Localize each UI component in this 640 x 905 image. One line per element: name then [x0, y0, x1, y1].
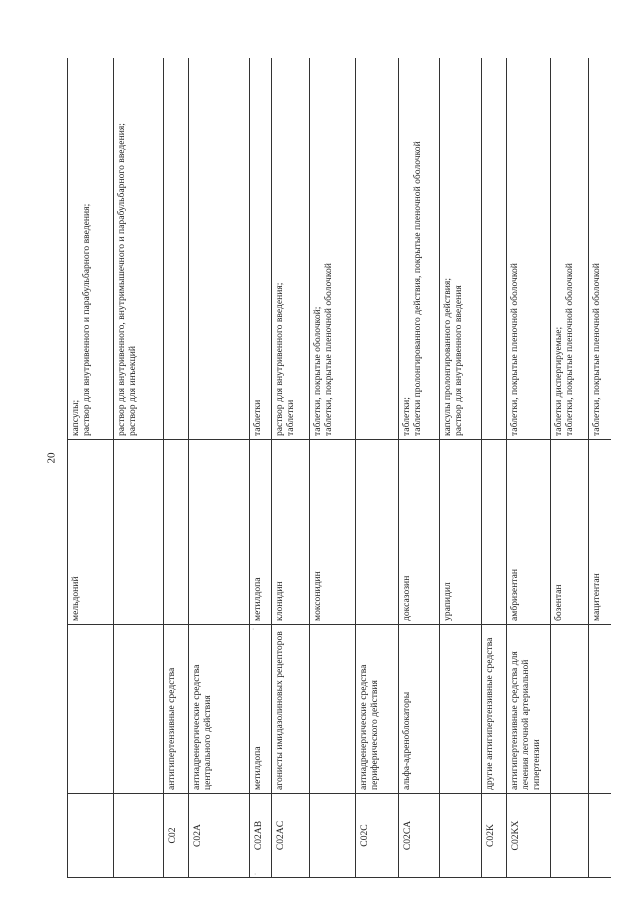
drug-name-cell: моксонидин — [310, 440, 356, 625]
drug-name-cell: клонидин — [272, 440, 310, 625]
atc-code-cell: C02KX — [507, 794, 551, 878]
dosage-form-cell — [189, 58, 250, 440]
group-cell — [551, 625, 589, 794]
page-number: 20 — [45, 452, 58, 464]
drug-name-cell — [164, 440, 189, 625]
group-cell — [68, 625, 114, 794]
table-row — [589, 58, 612, 878]
dosage-form-line: таблетки, покрытые пленочной оболочкой — [564, 263, 576, 436]
group-cell: антиадренергические средства центрального действия — [189, 625, 250, 794]
table-row — [310, 58, 356, 878]
drug-name-cell: бозентан — [551, 440, 589, 625]
table-row — [399, 58, 440, 878]
dosage-form-cell — [272, 58, 310, 440]
group-cell — [440, 625, 482, 794]
drug-name-cell: урапидил — [440, 440, 482, 625]
drug-name-text: метилдопа — [252, 577, 263, 621]
dosage-form-line: таблетки, покрытые оболочкой; — [312, 306, 323, 436]
dosage-form-line: таблетки, покрытые пленочной оболочкой — [591, 263, 602, 436]
atc-code-cell: C02 — [164, 794, 189, 878]
drug-name-cell — [189, 440, 250, 625]
drug-name-cell — [250, 440, 272, 630]
dosage-form-cell — [356, 58, 399, 440]
rotated-table-frame — [67, 58, 611, 878]
dosage-form-cell — [399, 58, 440, 440]
atc-code-cell — [551, 794, 589, 878]
group-cell: антигипертензивные средства — [164, 625, 189, 794]
dosage-form-cell — [250, 58, 272, 440]
drug-name-cell: мельдоний — [68, 440, 114, 625]
group-cell: антигипертензивные средства для лечения легочной артериальной гипертензии — [507, 625, 551, 794]
drug-name-cell — [114, 440, 164, 625]
dosage-form-line: таблетки диспергируемые; — [553, 326, 564, 436]
dosage-form-line: капсулы пролонгированного действия; — [442, 278, 453, 436]
dosage-form-cell — [114, 58, 164, 440]
group-cell: метилдопа — [250, 625, 272, 794]
dosage-form-line: раствор для внутривенного и парабульбарного введения; — [81, 203, 93, 436]
stray-mark-icon: · — [253, 873, 259, 875]
table-row — [507, 58, 551, 878]
drug-name-cell: амбризентан — [507, 440, 551, 625]
dosage-form-cell — [551, 58, 589, 440]
atc-code-cell — [114, 794, 164, 878]
group-cell: альфа-адреноблокаторы — [399, 625, 440, 794]
group-cell — [589, 625, 612, 794]
table-row — [164, 58, 189, 878]
table-row — [68, 58, 114, 878]
table-row — [356, 58, 399, 878]
atc-code-cell — [589, 794, 612, 878]
atc-code-cell — [440, 794, 482, 878]
dosage-form-line: таблетки — [285, 399, 297, 436]
table-wrap — [67, 58, 611, 878]
dosage-form-cell — [507, 58, 551, 440]
dosage-form-cell — [68, 58, 114, 440]
atc-code-cell: C02C — [356, 794, 399, 878]
dosage-form-line: таблетки; — [401, 397, 412, 436]
group-cell — [114, 625, 164, 794]
drug-name-cell: доксазозин — [399, 440, 440, 625]
dosage-form-line: таблетки, покрытые пленочной оболочкой — [509, 263, 520, 436]
dosage-form-line: раствор для внутривенного, внутримышечного и парабульбарного введения; — [116, 123, 127, 436]
group-cell: другие антигипертензивные средства — [482, 625, 507, 794]
dosage-form-cell — [164, 58, 189, 440]
table-row — [482, 58, 507, 878]
dosage-form-line: капсулы; — [70, 399, 81, 436]
group-cell: антиадренергические средства периферического действия — [356, 625, 399, 794]
atc-code-cell — [250, 794, 272, 878]
atc-code-cell: C02A — [189, 794, 250, 878]
table-row — [272, 58, 310, 878]
atc-code-cell: C02K — [482, 794, 507, 878]
drug-name-cell — [482, 440, 507, 625]
dosage-form-line: таблетки пролонгированного действия, покрытые пленочной оболочкой — [412, 141, 424, 436]
atc-code-cell: C02CA — [399, 794, 440, 878]
table-row — [551, 58, 589, 878]
atc-code-cell — [310, 794, 356, 878]
drug-name-cell: мацитентан — [589, 440, 612, 625]
dosage-form-line: раствор для внутривенного введения — [453, 285, 465, 436]
table-row — [114, 58, 164, 878]
table-row — [250, 58, 272, 878]
stray-mark-icon: · — [251, 628, 257, 630]
dosage-form-line: раствор для внутривенного введения; — [274, 282, 285, 436]
group-cell: агонисты имидазолиновых рецепторов — [272, 625, 310, 794]
drug-classification-table — [67, 58, 611, 878]
dosage-form-cell — [589, 58, 612, 440]
atc-code-cell: C02AC — [272, 794, 310, 878]
dosage-form-line: таблетки, покрытые пленочной оболочкой — [323, 263, 335, 436]
dosage-form-cell — [482, 58, 507, 440]
atc-code-text: C02AB — [253, 820, 264, 851]
atc-code-cell — [68, 794, 114, 878]
table-row — [440, 58, 482, 878]
dosage-form-line: таблетки — [252, 399, 263, 436]
group-cell — [310, 625, 356, 794]
dosage-form-cell — [310, 58, 356, 440]
dosage-form-line: раствор для инъекций — [127, 346, 139, 436]
table-row — [189, 58, 250, 878]
dosage-form-cell — [440, 58, 482, 440]
drug-name-cell — [356, 440, 399, 625]
